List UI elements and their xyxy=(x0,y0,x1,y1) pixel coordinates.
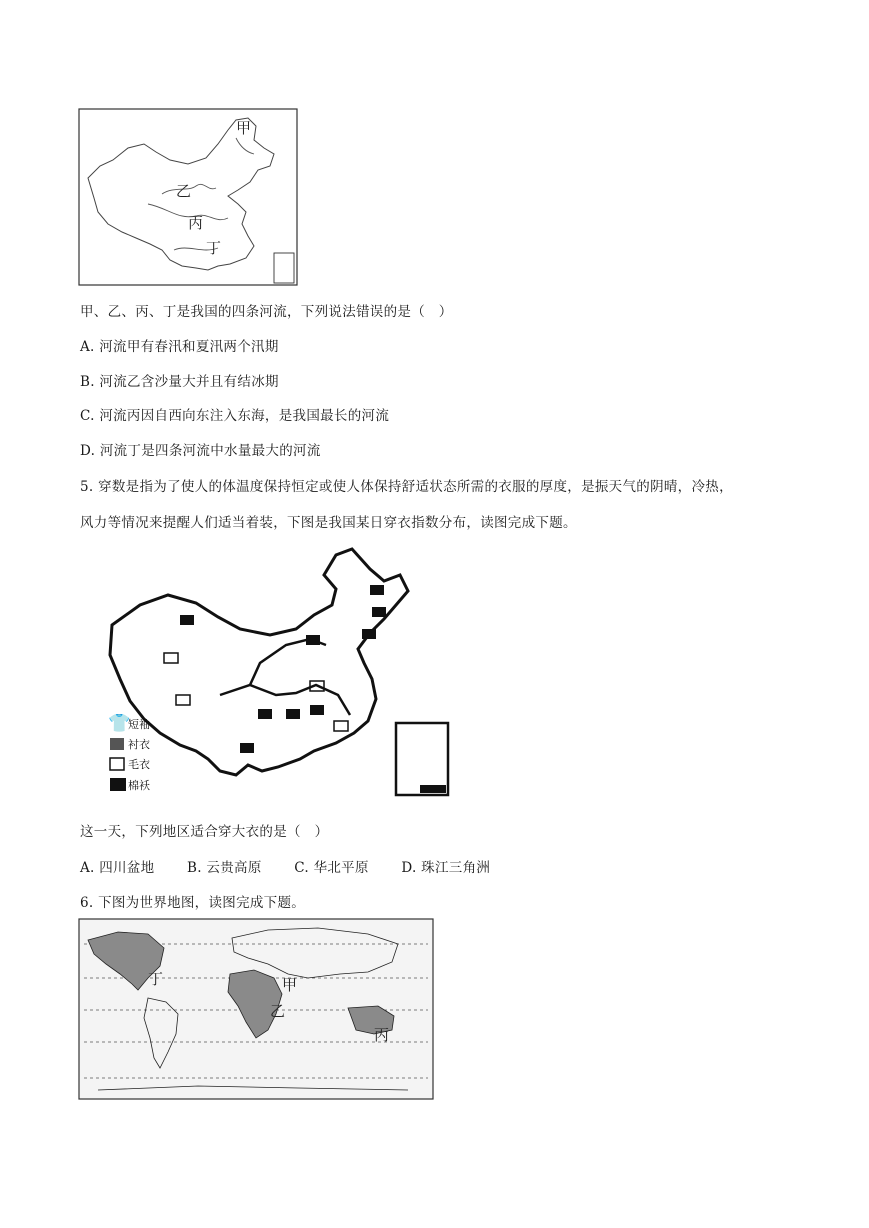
q5-question: 这一天，下列地区适合穿大衣的是（ ） xyxy=(80,824,329,840)
legend-label-short-sleeve: 短袖 xyxy=(128,718,150,731)
legend xyxy=(108,713,150,792)
world-map xyxy=(78,918,436,1102)
jia-label: 甲 xyxy=(236,119,252,137)
cotton-coat-icon xyxy=(258,709,272,719)
legend-item-cotton-coat xyxy=(110,778,150,792)
legend-label-cotton-coat: 棉袄 xyxy=(128,779,150,792)
legend-label-shirt: 衬衣 xyxy=(128,738,150,751)
cotton-coat-icon xyxy=(310,705,324,715)
cotton-coat-icon xyxy=(306,635,320,645)
q4-option-d: D. 河流丁是四条河流中水量最大的河流 xyxy=(80,443,321,459)
bing-label: 丙 xyxy=(188,214,204,232)
q5-option-a: A. 四川盆地 xyxy=(80,860,155,876)
q5-option-c: C. 华北平原 xyxy=(294,860,369,876)
legend-item-sweater xyxy=(110,758,150,771)
clothing-index-map xyxy=(100,545,460,810)
cotton-coat-icon xyxy=(362,629,376,639)
q5-option-d: D. 珠江三角洲 xyxy=(401,860,491,876)
cotton-coat-icon xyxy=(286,709,300,719)
q4-stem: 甲、乙、丙、丁是我国的四条河流，下列说法错误的是（ ） xyxy=(80,304,453,320)
q4-option-b: B. 河流乙含沙量大并且有结冰期 xyxy=(80,374,279,390)
legend-label-sweater: 毛衣 xyxy=(128,758,150,771)
legend-item-shirt xyxy=(110,737,150,751)
cotton-coat-icon xyxy=(370,585,384,595)
yi-label: 乙 xyxy=(176,182,192,200)
bing-label: 丙 xyxy=(374,1026,390,1044)
ding-label: 丁 xyxy=(148,970,164,988)
q5-stem-line1: 5. 穿数是指为了使人的体温度保持恒定或使人体保持舒适状态所需的衣服的厚度，是振天气的阴晴，冷热， xyxy=(80,479,733,495)
q5-option-b: B. 云贵高原 xyxy=(187,860,262,876)
q4-option-c: C. 河流丙因自西向东注入东海，是我国最长的河流 xyxy=(80,408,390,424)
cotton-coat-icon xyxy=(372,607,386,617)
yi-label: 乙 xyxy=(270,1002,286,1020)
q4-option-a: A. 河流甲有春汛和夏汛两个汛期 xyxy=(80,339,279,355)
jia-label: 甲 xyxy=(282,976,298,994)
cotton-coat-icon xyxy=(240,743,254,753)
q5-options xyxy=(80,856,518,876)
svg-text:👕: 👕 xyxy=(108,713,131,734)
q5-stem-line2: 风力等情况来提醒人们适当着装，下图是我国某日穿衣指数分布，读图完成下题。 xyxy=(80,515,577,531)
cotton-coat-icon xyxy=(180,615,194,625)
ding-label: 丁 xyxy=(206,239,222,257)
china-rivers-map xyxy=(78,108,300,288)
q6-stem: 6. 下图为世界地图，读图完成下题。 xyxy=(80,895,306,911)
